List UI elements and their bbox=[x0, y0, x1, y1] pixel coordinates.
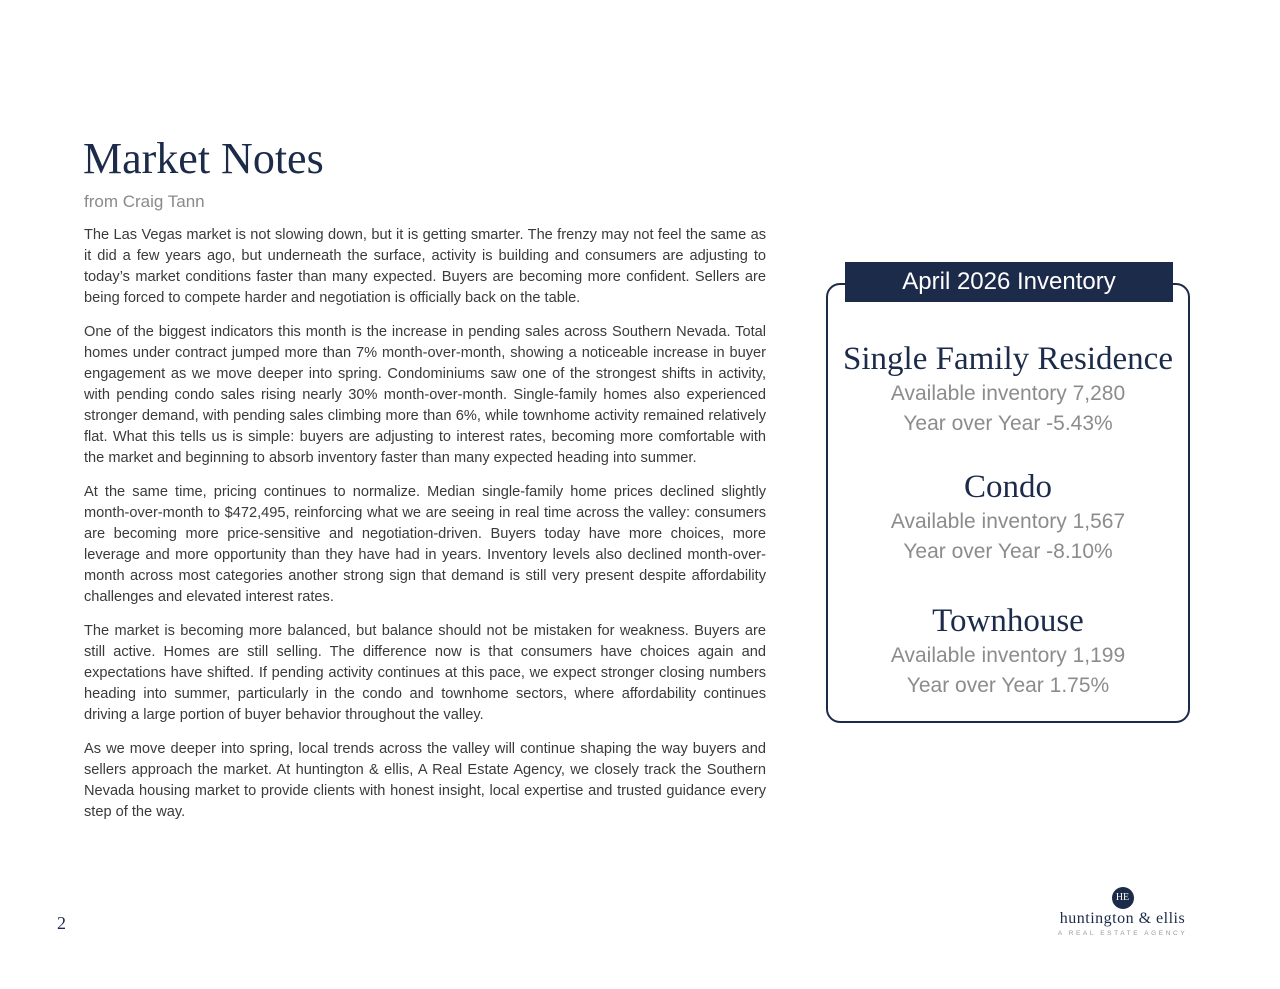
year-over-year: Year over Year 1.75% bbox=[906, 674, 1110, 697]
inventory-section-townhouse bbox=[826, 601, 1190, 701]
inventory-type: Townhouse bbox=[932, 603, 1084, 639]
paragraph-5: As we move deeper into spring, local trends across the valley will continue shaping the way buyers and sellers approach the market. At huntington & ellis, A Real Estate Agency, we closely track the Southern Nevada housing market to provide clients with honest insight, local expertise and trusted guidance every step of the way. bbox=[84, 741, 766, 820]
paragraph-4: The market is becoming more balanced, but balance should not be mistaken for weakness. Buyers are still active. Homes are still selling. The difference now is that consumers have choices again and expectations have shifted. If pending activity continues at this pace, we expect stronger closing numbers heading into summer, particularly in the condo and townhome sectors, where affordability continues driving a large portion of buyer behavior throughout the valley. bbox=[84, 623, 766, 723]
page-title: Market Notes bbox=[83, 134, 324, 183]
year-over-year: Year over Year -5.43% bbox=[903, 412, 1113, 435]
logo-name: huntington & ellis bbox=[1059, 910, 1186, 927]
page-number: 2 bbox=[57, 913, 66, 933]
paragraph-1: The Las Vegas market is not slowing down, but it is getting smarter. The frenzy may not feel the same as it did a few years ago, but underneath the surface, activity is building and consumers are adjusting to today’s market conditions faster than many expected. Buyers are becoming more confident. Sellers are being forced to compete harder and negotiation is officially back on the table. bbox=[84, 227, 766, 306]
logo-monogram-icon: HE bbox=[1112, 887, 1134, 909]
inventory-section-condo bbox=[826, 467, 1190, 567]
inventory-section-single-family bbox=[826, 339, 1190, 439]
available-inventory: Available inventory 7,280 bbox=[890, 382, 1126, 405]
company-logo bbox=[1050, 887, 1195, 939]
author-byline: from Craig Tann bbox=[84, 192, 205, 211]
inventory-type: Condo bbox=[963, 469, 1052, 505]
year-over-year: Year over Year -8.10% bbox=[903, 540, 1113, 563]
available-inventory: Available inventory 1,199 bbox=[890, 644, 1126, 667]
paragraph-3: At the same time, pricing continues to normalize. Median single-family home prices declined slightly month-over-month to $472,495, reinforcing what we are seeing in real time across the valley: consumers are becoming more price-sensitive and negotiation-driven. Buyers today have more choices, more leverage and more opportunity than they have had in years. Inventory levels also declined month-over-month across most categories another strong sign that demand is still very present despite affordability challenges and elevated interest rates. bbox=[84, 484, 766, 605]
inventory-header: April 2026 Inventory bbox=[845, 262, 1173, 302]
available-inventory: Available inventory 1,567 bbox=[890, 510, 1126, 533]
inventory-type: Single Family Residence bbox=[843, 341, 1173, 377]
paragraph-2: One of the biggest indicators this month is the increase in pending sales across Southern Nevada. Total homes under contract jumped more than 7% month-over-month, showing a noticeable increase in buyer engagement as we move deeper into spring. Condominiums saw one of the strongest shifts in activity, with pending condo sales rising nearly 30% month-over-month. Single-family homes also experienced stronger demand, with pending sales climbing more than 6%, while townhome activity remained relatively flat. What this tells us is simple: buyers are adjusting to interest rates, becoming more comfortable with the market and beginning to absorb inventory faster than many expected heading into summer. bbox=[84, 324, 766, 466]
logo-tagline: A REAL ESTATE AGENCY bbox=[1057, 930, 1188, 937]
article-body bbox=[84, 225, 766, 836]
